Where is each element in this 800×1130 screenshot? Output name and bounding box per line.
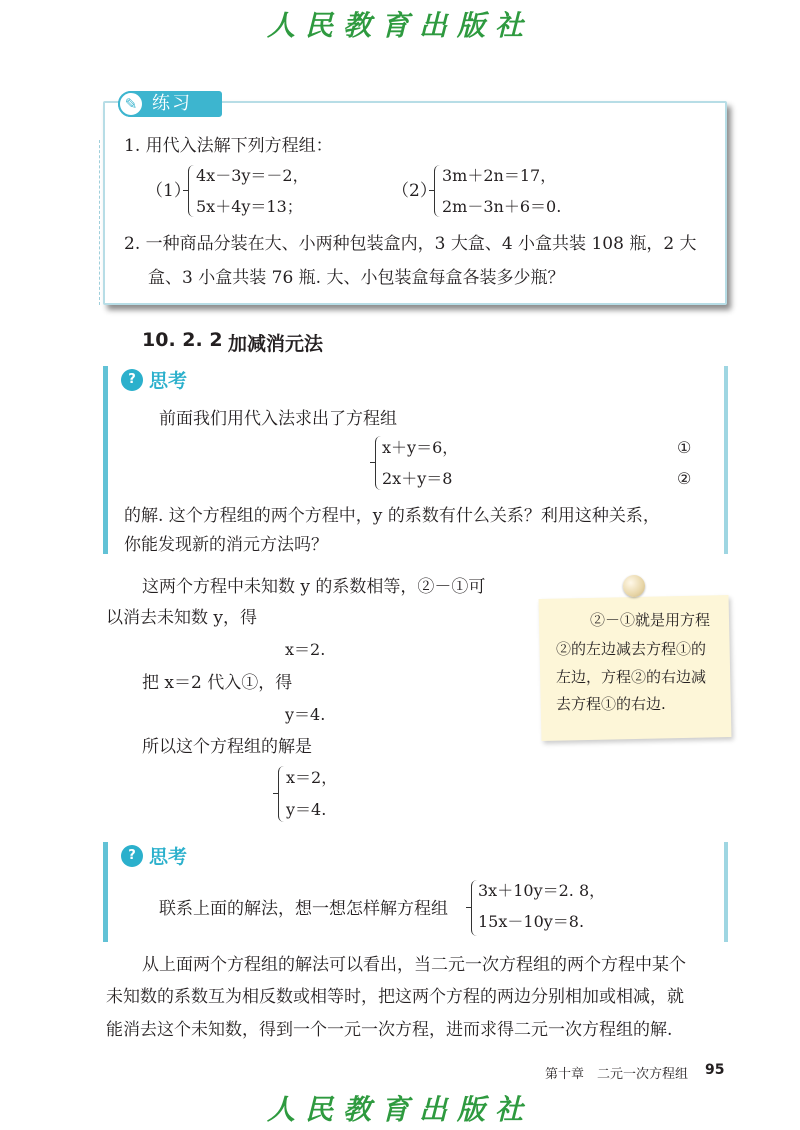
equation: 3x＋10y＝2. 8， — [478, 881, 606, 900]
equation: y＝4. — [286, 800, 327, 819]
brace — [375, 436, 382, 490]
equation-mark: ① — [677, 438, 692, 457]
think1-intro: 前面我们用代入法求出了方程组 — [159, 409, 397, 429]
note-line1: ②－①就是用方程 — [590, 611, 711, 629]
equation: x＋y＝6， — [382, 438, 459, 457]
lightbulb-icon: ? — [121, 369, 143, 391]
section-title: 加减消元法 — [228, 333, 324, 355]
publisher-logo-bottom: 人民教育出版社 — [266, 1093, 533, 1126]
solution-result-y: y＝4. — [285, 705, 326, 724]
think-box-right-bar — [724, 842, 728, 942]
publisher-logo-top: 人民教育出版社 — [266, 9, 533, 42]
footer-chapter: 第十章 二元一次方程组 — [545, 1067, 689, 1082]
exercise-q1-sub2-label: （2） — [392, 181, 437, 201]
conclusion-line3: 能消去这个未知数，得到一个一元一次方程，进而求得二元一次方程组的解. — [106, 1020, 673, 1040]
pencil-icon: ✎ — [118, 91, 144, 117]
think-box-left-bar — [103, 842, 108, 942]
think-label: 思考 — [149, 846, 188, 868]
brace — [434, 165, 441, 217]
think2-text: 联系上面的解法，想一想怎样解方程组 — [159, 899, 448, 919]
solution-line4: 所以这个方程组的解是 — [142, 737, 312, 757]
exercise-q2-line1: 2. 一种商品分装在大、小两种包装盒内，3 大盒、4 小盒共装 108 瓶，2 大 — [124, 234, 697, 254]
exercise-q1: 1. 用代入法解下列方程组： — [124, 136, 333, 156]
exercise-q1-sub1-label: （1） — [146, 181, 191, 201]
think1-question-line1: 的解. 这个方程组的两个方程中，y 的系数有什么关系？利用这种关系， — [124, 506, 660, 526]
brace — [278, 766, 285, 822]
equation: 2m－3n＋6＝0. — [442, 197, 562, 216]
note-line3: 左边，方程②的右边减 — [556, 668, 707, 686]
solution-line1: 这两个方程中未知数 y 的系数相等，②－①可 — [142, 577, 486, 597]
equation-mark: ② — [677, 469, 692, 488]
think1-question-line2: 你能发现新的消元方法吗？ — [124, 535, 328, 555]
equation: 15x－10y＝8. — [478, 912, 585, 931]
pushpin-icon — [623, 575, 645, 597]
think-label: 思考 — [149, 370, 188, 392]
solution-line2: 以消去未知数 y，得 — [106, 608, 258, 628]
exercise-q2-line2: 盒、3 小盒共装 76 瓶. 大、小包装盒每盒各装多少瓶？ — [148, 268, 565, 288]
think-box-left-bar — [103, 366, 108, 554]
think-box-right-bar — [724, 366, 728, 554]
note-line4: 去方程①的右边. — [556, 695, 666, 713]
section-number: 10. 2. 2 — [142, 329, 223, 351]
exercise-tab-label: 练习 — [152, 93, 192, 114]
brace — [188, 165, 195, 217]
page-number: 95 — [705, 1062, 725, 1078]
solution-line3: 把 x＝2 代入①，得 — [142, 673, 293, 693]
conclusion-line1: 从上面两个方程组的解法可以看出，当二元一次方程组的两个方程中某个 — [142, 955, 686, 975]
equation: 2x＋y＝8 — [382, 469, 453, 488]
brace — [471, 880, 478, 936]
equation: x＝2， — [286, 768, 338, 787]
exercise-dashed-border — [99, 140, 100, 305]
note-line2: ②的左边减去方程①的 — [556, 640, 707, 658]
equation: 3m＋2n＝17， — [442, 166, 557, 185]
equation: 5x＋4y＝13； — [196, 197, 303, 216]
conclusion-line2: 未知数的系数互为相反数或相等时，把这两个方程的两边分别相加或相减，就 — [106, 987, 684, 1007]
equation: 4x－3y＝－2， — [196, 166, 309, 185]
lightbulb-icon: ? — [121, 845, 143, 867]
solution-result-x: x＝2. — [285, 640, 326, 659]
